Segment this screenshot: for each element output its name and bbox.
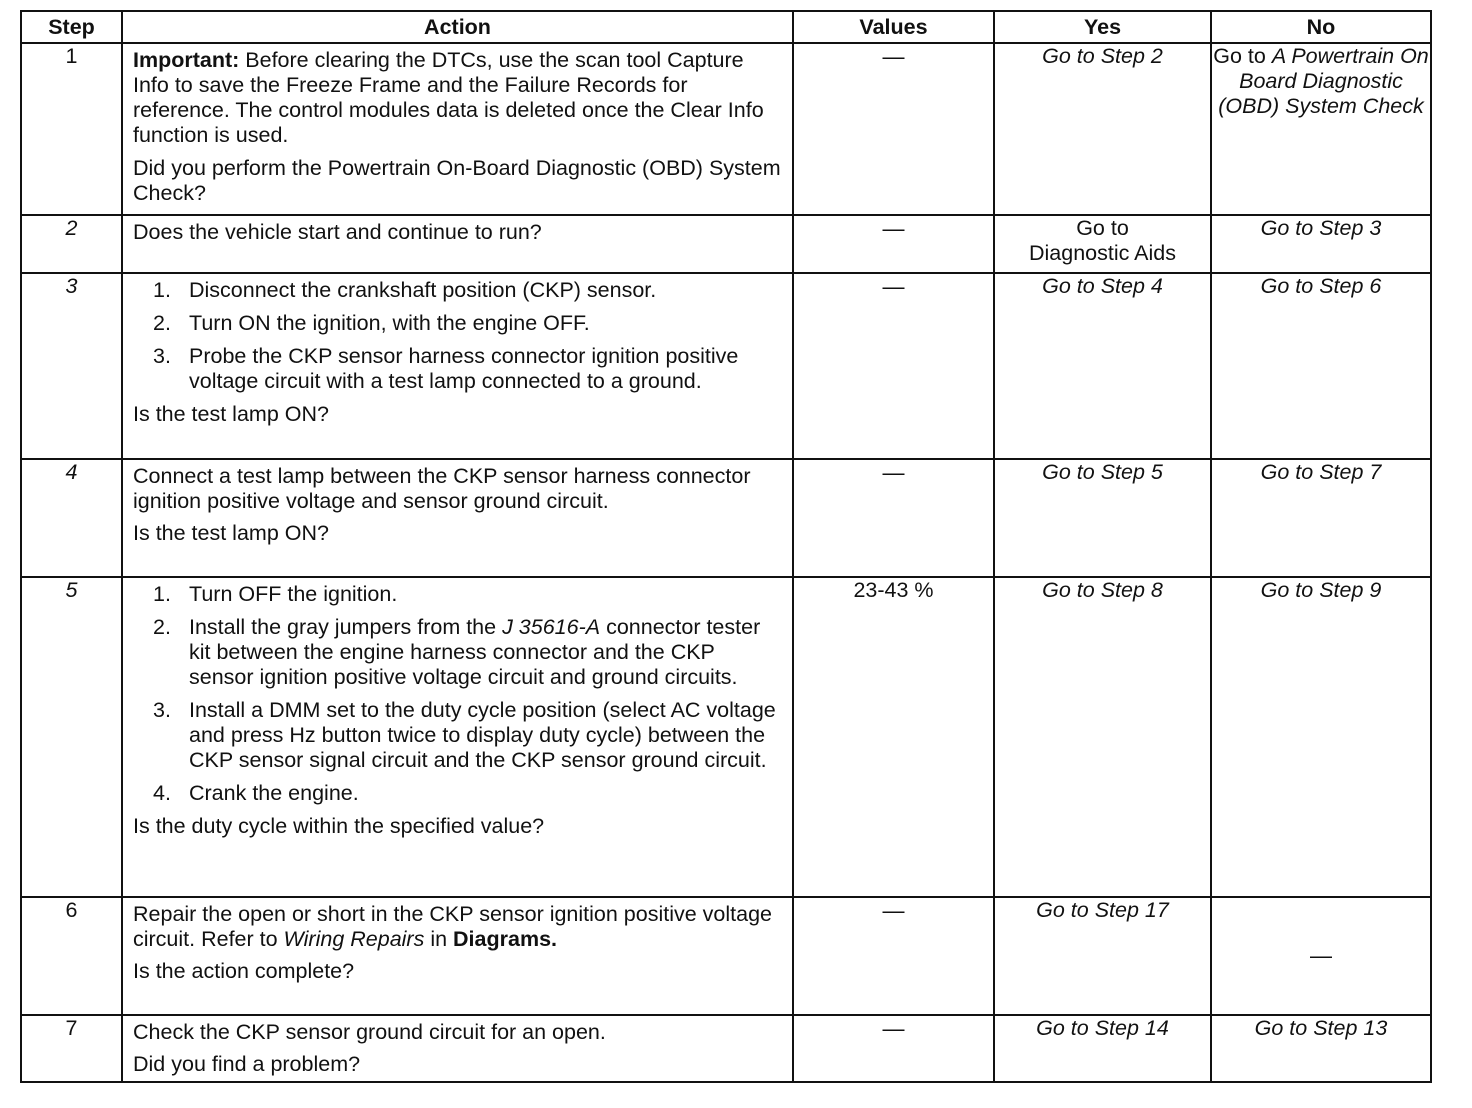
yes-cell xyxy=(994,1015,1211,1082)
question-text: Did you perform the Powertrain On-Board Diagnostic (OBD) System Check? xyxy=(133,156,781,205)
values-text: — xyxy=(882,44,905,69)
wiring-repairs-ref: Wiring Repairs xyxy=(283,927,425,951)
step-number: 5 xyxy=(65,578,78,602)
no-cell xyxy=(1211,273,1431,459)
action-cell xyxy=(122,273,793,459)
yes-goto: Go to Step 5 xyxy=(1042,460,1163,484)
no-goto: Go to Step 3 xyxy=(1260,216,1382,240)
list-item: 1. Turn OFF the ignition. xyxy=(153,582,398,606)
list-item-text: Turn ON the ignition, with the engine OFF. xyxy=(189,311,590,335)
list-item: 2. Install the gray jumpers from the J 35616-A connector tester kit between the engine harness connector and the CKP sensor ignition positive voltage circuit and ground circuits. xyxy=(153,615,761,689)
no-cell xyxy=(1211,459,1431,577)
header-no: No xyxy=(1211,11,1431,43)
header-action: Action xyxy=(122,11,793,43)
table-row xyxy=(21,43,1431,215)
procedure-list xyxy=(133,582,782,806)
action-text-part: Repair the open or short in the CKP sensor ignition positive voltage circuit. Refer to xyxy=(133,902,773,951)
values-cell xyxy=(793,43,994,215)
yes-cell xyxy=(994,459,1211,577)
no-cell xyxy=(1211,43,1431,215)
action-cell xyxy=(122,577,793,897)
no-cell xyxy=(1211,577,1431,897)
yes-cell xyxy=(994,273,1211,459)
yes-goto: Go to Step 4 xyxy=(1042,274,1163,298)
yes-goto: Go to Step 17 xyxy=(1036,898,1169,922)
values-cell xyxy=(793,897,994,1015)
step-number-cell xyxy=(21,577,122,897)
header-row xyxy=(21,11,1431,43)
table-row xyxy=(21,897,1431,1015)
table-row xyxy=(21,459,1431,577)
values-text: — xyxy=(882,216,905,241)
question-text: Is the test lamp ON? xyxy=(133,521,329,545)
no-goto-link: A Powertrain On Board Diagnostic (OBD) System Check xyxy=(1218,44,1429,118)
values-text: — xyxy=(882,898,905,923)
values-cell xyxy=(793,459,994,577)
no-goto: Go to Step 6 xyxy=(1260,274,1382,298)
step-number-cell xyxy=(21,897,122,1015)
yes-goto: Go to Step 8 xyxy=(1042,578,1163,602)
list-item-text: connector tester kit between the engine harness connector and the CKP sensor ignition positive voltage circuit and ground circuits. xyxy=(189,615,761,689)
step-number-cell xyxy=(21,459,122,577)
important-text: Before clearing the DTCs, use the scan tool Capture Info to save the Freeze Frame and the Failure Records for reference. The control modules data is deleted once the Clear Info function is used. xyxy=(133,48,764,147)
question-text: Is the action complete? xyxy=(133,959,355,983)
no-goto: Go to Step 9 xyxy=(1260,578,1382,602)
action-cell xyxy=(122,1015,793,1082)
tool-reference: J 35616-A xyxy=(502,615,601,639)
action-text xyxy=(133,902,782,952)
no-goto: Go to Step 7 xyxy=(1260,460,1382,484)
step-number-cell xyxy=(21,273,122,459)
header-step: Step xyxy=(21,11,122,43)
no-cell xyxy=(1211,215,1431,273)
values-cell xyxy=(793,577,994,897)
list-item: 3. Install a DMM set to the duty cycle position (select AC voltage and press Hz button twice to display duty cycle) between the CKP sensor signal circuit and the CKP sensor ground circuit. xyxy=(153,698,776,772)
list-item-text: Crank the engine. xyxy=(189,781,359,805)
diagrams-ref: Diagrams. xyxy=(453,927,557,951)
step-number: 3 xyxy=(65,274,78,298)
list-item: 4. Crank the engine. xyxy=(153,781,359,805)
step-number-cell xyxy=(21,43,122,215)
important-label: Important: xyxy=(133,48,240,72)
list-item: 2. Turn ON the ignition, with the engine OFF. xyxy=(153,311,590,335)
no-goto: Go to Step 13 xyxy=(1254,1016,1388,1040)
action-cell xyxy=(122,43,793,215)
action-text: Check the CKP sensor ground circuit for an open. xyxy=(133,1020,606,1044)
action-cell xyxy=(122,897,793,1015)
table-row xyxy=(21,273,1431,459)
procedure-list xyxy=(133,278,782,394)
no-text: — xyxy=(1310,943,1332,968)
question-text: Does the vehicle start and continue to run? xyxy=(133,220,542,244)
question-text: Is the test lamp ON? xyxy=(133,402,329,426)
no-goto-prefix: Go to xyxy=(1213,44,1272,68)
step-number-cell xyxy=(21,1015,122,1082)
question-text: Did you find a problem? xyxy=(133,1052,361,1076)
list-item: 1. Disconnect the crankshaft position (CKP) sensor. xyxy=(153,278,657,302)
step-number: 7 xyxy=(65,1016,78,1040)
list-item-text: Probe the CKP sensor harness connector ignition positive voltage circuit with a test lamp connected to a ground. xyxy=(189,344,739,393)
no-cell xyxy=(1211,1015,1431,1082)
yes-cell xyxy=(994,897,1211,1015)
table-row xyxy=(21,215,1431,273)
values-text: — xyxy=(882,1016,905,1041)
yes-goto-line2: Diagnostic Aids xyxy=(1029,241,1176,265)
yes-cell xyxy=(994,215,1211,273)
step-number: 1 xyxy=(65,44,78,68)
values-text: — xyxy=(882,274,905,299)
important-note xyxy=(133,48,782,148)
step-number-cell xyxy=(21,215,122,273)
step-number: 6 xyxy=(65,898,78,922)
values-cell xyxy=(793,215,994,273)
action-text: Connect a test lamp between the CKP sensor harness connector ignition positive voltage and sensor ground circuit. xyxy=(133,464,751,513)
step-number: 4 xyxy=(65,460,78,484)
step-number: 2 xyxy=(65,216,78,240)
yes-goto-line1: Go to xyxy=(1076,216,1129,240)
list-item-text: Install a DMM set to the duty cycle position (select AC voltage and press Hz button twice to display duty cycle) between the CKP sensor signal circuit and the CKP sensor ground circuit. xyxy=(189,698,776,772)
values-text: — xyxy=(882,460,905,485)
table-row xyxy=(21,577,1431,897)
list-item: 3. Probe the CKP sensor harness connector ignition positive voltage circuit with a test lamp connected to a ground. xyxy=(153,344,739,393)
table-row xyxy=(21,1015,1431,1082)
yes-goto: Go to Step 14 xyxy=(1036,1016,1169,1040)
list-item-text: Turn OFF the ignition. xyxy=(189,582,398,606)
yes-cell xyxy=(994,577,1211,897)
diagnostic-table xyxy=(20,10,1432,1083)
question-text: Is the duty cycle within the specified value? xyxy=(133,814,545,838)
yes-cell xyxy=(994,43,1211,215)
header-values: Values xyxy=(793,11,994,43)
values-text: 23-43 % xyxy=(853,578,934,602)
header-yes: Yes xyxy=(994,11,1211,43)
list-item-text: Install the gray jumpers from the xyxy=(189,615,503,639)
action-cell xyxy=(122,215,793,273)
list-item-text: Disconnect the crankshaft position (CKP) sensor. xyxy=(189,278,657,302)
values-cell xyxy=(793,273,994,459)
action-cell xyxy=(122,459,793,577)
yes-goto: Go to Step 2 xyxy=(1042,44,1163,68)
no-cell xyxy=(1211,897,1431,1015)
action-text-part: in xyxy=(424,927,454,951)
values-cell xyxy=(793,1015,994,1082)
